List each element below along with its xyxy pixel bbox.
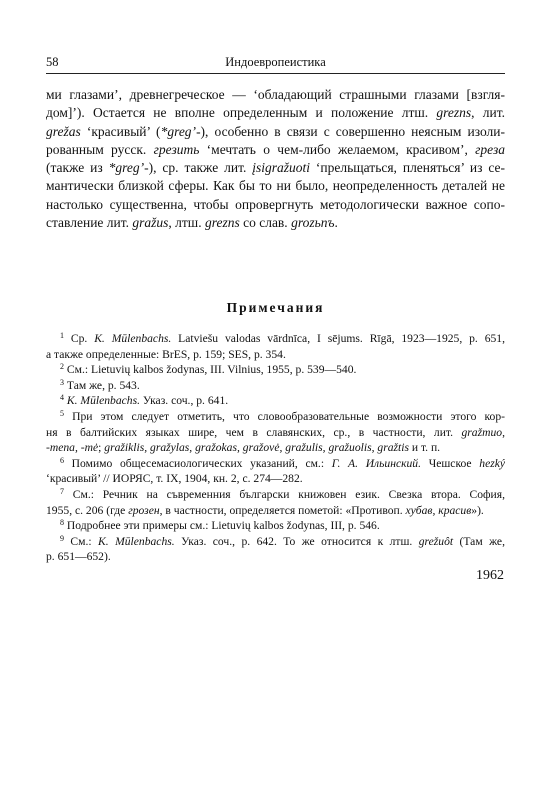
footnotes [46,331,505,565]
footnote-line [46,409,505,425]
running-title: Индоевропеистика [225,55,326,69]
text-run: а также определенные: BrES, p. 159; SES, p. 354. [46,347,286,361]
text-run: Помимо общесемасиологических указаний, см.: [64,456,332,470]
text-run: ня в балтийских языках шире, чем в славянских, ср., в частности, лит. [46,425,462,439]
text-run: См.: Lietuvių kalbos žodynas, III. Vilnius, 1955, p. 539—540. [64,363,357,377]
body-line [46,159,505,177]
footnote-marker: 8 [60,518,64,528]
text-run: Указ. соч., p. 641. [140,394,229,408]
text-run: ми глазами’, древнегреческое — ‘обладающий страшными глазами [взгля- [46,87,505,102]
body-line [46,196,505,214]
text-run: ставление лит. [46,215,133,231]
text-run: и т. п. [408,441,441,455]
italic-text: K. Mūlenbachs. [98,534,175,548]
italic-text: gražmuo [461,425,503,439]
text-run: со слав. [239,215,292,231]
italic-text: grežas [46,123,81,139]
text-run: Latviešu valodas vārdnīca, I sējums. Rīgā, 1923—1925, p. 651, [171,332,505,345]
footnote-marker: 5 [60,408,64,418]
italic-text: grezns [436,105,472,121]
italic-text: *greg’ [108,160,145,176]
text-run: ‘красивый’ // ИОРЯС, т. IX, 1904, кн. 2, с. 274—282. [46,472,303,486]
text-run: Подробнее эти примеры см.: Lietuvių kalbos žodynas, III, p. 546. [64,519,380,533]
header-rule [46,73,505,74]
italic-text: греза [475,141,505,157]
year-label: 1962 [476,568,504,583]
text-run: ; [98,441,105,455]
page-header [46,53,505,71]
body-line [46,141,505,159]
text-run: , лтш. [168,215,205,231]
text-run: (Там же, [453,534,505,548]
footnote-marker: 3 [60,377,64,387]
text-run: -), ср. также лит. [144,160,253,176]
body-line [46,177,505,195]
footnote-line [46,471,505,487]
footnote-marker: 4 [60,393,64,403]
text-run: рованным русск. [46,141,154,157]
footnote-line [46,549,505,565]
italic-text: grozьnъ [291,215,335,231]
body-line [46,86,505,104]
footnote-marker: 7 [60,486,64,496]
italic-text: *greg’ [160,123,197,139]
text-run: Чешское [421,456,480,470]
footnote-line [46,440,505,456]
italic-text: įsigražuoti [252,160,310,176]
text-run: 1955, с. 206 (где [46,503,129,517]
notes-heading: Примечания [226,300,325,315]
page-number: 58 [46,55,59,69]
text-run: ‘мечтать о чем-либо желаемом, красивом’, [199,141,476,157]
text-run: Ср. [64,332,95,345]
text-run: , [502,425,505,439]
italic-text: хубав, красив [405,503,472,517]
body-line [46,104,505,122]
italic-text: грезить [153,141,200,157]
text-run: дом]’). Остается не вполне определенным и положение лтш. [46,105,437,121]
italic-text: -mena, -mė [46,441,99,455]
footnote-line [46,487,505,503]
footnote-line [46,393,505,409]
text-run: См.: [64,534,99,548]
text-run: См.: Речник на съвременния български книжовен език. Свезка втора. София, [64,487,505,501]
body-line [46,123,505,141]
body-line [46,214,505,232]
footnote-line [46,362,505,378]
italic-text: Г. А. Ильинский. [331,456,422,470]
body-paragraph [46,86,505,232]
italic-text: hezký [479,456,506,470]
footnote-marker: 2 [60,362,64,372]
footnote-line [46,425,505,441]
italic-text: K. Mūlenbachs. [94,332,172,345]
text-run: ‘прельщаться, пленяться’ из се- [310,160,505,176]
text-run: -), особенно в связи с совершенно неясным изоли- [196,123,506,139]
text-run: мантически близкой сферы. Как бы то ни было, неопределенность деталей не [46,178,505,194]
text-run: настолько существенна, чтобы опровергнуть методологически важное сопо- [46,196,505,212]
footnote-line [46,378,505,394]
italic-text: grežuôt [418,534,454,548]
footnote-line [46,331,505,347]
text-run: , в частности, определяется пометой: «Противоп. [159,503,406,517]
text-run: Там же, p. 543. [64,378,140,392]
text-run: При этом следует отметить, что словообразовательные возможности этого кор- [64,409,505,423]
footnote-line [46,456,505,472]
italic-text: грозен [128,503,160,517]
footnote-line [46,534,505,550]
footnote-line [46,347,505,363]
footnote-line [46,503,505,519]
footnote-line [46,518,505,534]
text-run: p. 651—652). [46,550,111,564]
italic-text: K. Mūlenbachs. [66,394,141,408]
text-run: ‘красивый’ ( [80,123,161,139]
text-run: Указ. соч., p. 642. То же относится к лтш. [174,534,419,548]
text-run: (также из [46,160,109,176]
italic-text: gražus [132,215,169,231]
italic-text: grezns [204,215,240,231]
text-run: . [334,215,338,231]
footnote-marker: 9 [60,533,64,543]
italic-text: gražiklis, gražylas, gražokas, gražovė, gražulis, gražuolis, gražtis [104,441,409,455]
footnote-marker: 6 [60,455,64,465]
text-run: , лит. [471,105,505,121]
text-run: »). [471,503,484,517]
footnote-marker: 1 [60,331,64,340]
